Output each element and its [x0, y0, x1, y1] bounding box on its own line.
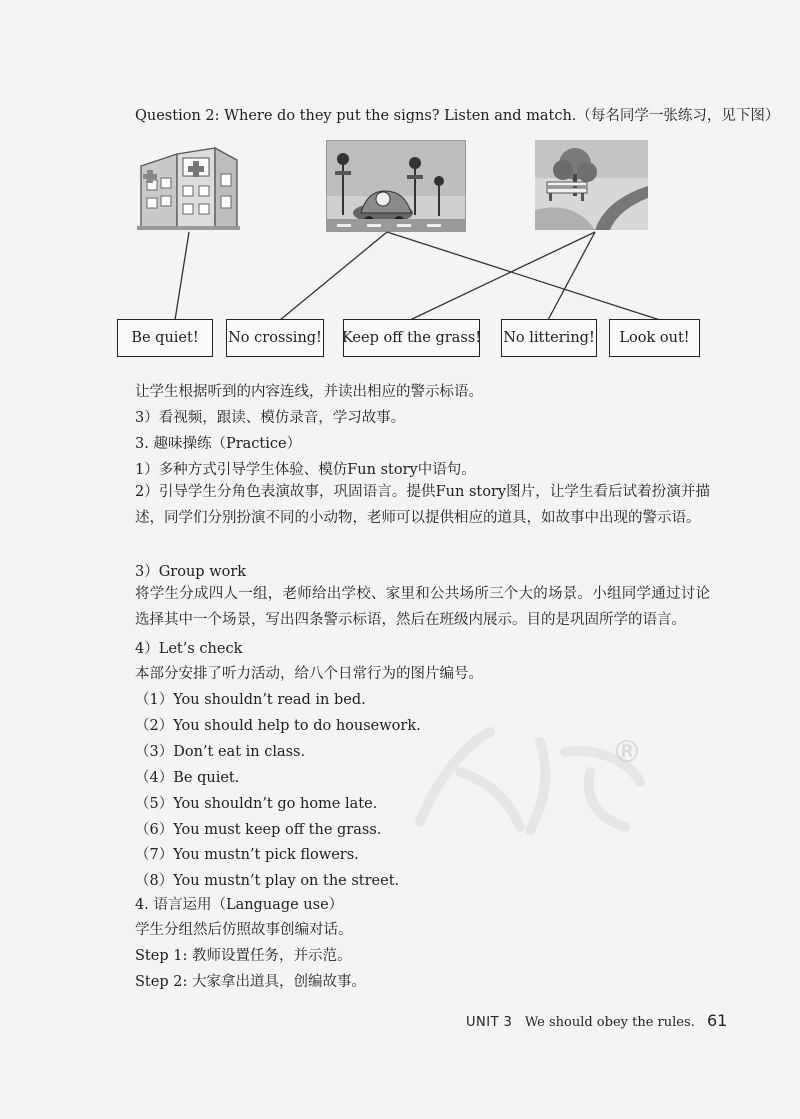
list-item: （3）Don’t eat in class.	[135, 744, 306, 760]
question-heading: Question 2: Where do they put the signs? Listen and match.（每名同学一张练习，见下图）	[135, 108, 780, 124]
sign-no-crossing: No crossing!	[226, 319, 324, 357]
text-line: 本部分安排了听力活动，给八个日常行为的图片编号。	[135, 666, 483, 682]
list-item: （4）Be quiet.	[135, 770, 240, 786]
paragraph: 2）引导学生分角色表演故事，巩固语言。提供Fun story图片，让学生看后试着扮演并描述，同学们分别扮演不同的小动物，老师可以提供相应的道具，如故事中出现的警示语。	[135, 484, 710, 526]
list-item: （5）You shouldn’t go home late.	[135, 796, 378, 812]
section-heading: 3. 趣味操练（Practice）	[135, 436, 302, 452]
text-line: 1）多种方式引导学生体验、模仿Fun story中语句。	[135, 462, 476, 478]
sign-no-littering: No littering!	[501, 319, 597, 357]
text-line: Step 1: 教师设置任务，并示范。	[135, 948, 352, 964]
sign-look-out: Look out!	[609, 319, 700, 357]
publisher-watermark-icon	[400, 712, 660, 842]
sign-keep-off-grass: Keep off the grass!	[343, 319, 480, 357]
section-heading: 4. 语言运用（Language use）	[135, 897, 344, 913]
footer-unit: UNIT 3	[466, 1015, 513, 1030]
paragraph: 将学生分成四人一组，老师给出学校、家里和公共场所三个大的场景。小组同学通过讨论选择其中一个场景，写出四条警示标语，然后在班级内展示。目的是巩固所学的语言。	[135, 586, 710, 628]
page-number: 61	[706, 1011, 728, 1030]
text-line: 让学生根据听到的内容连线，并读出相应的警示标语。	[135, 384, 483, 400]
text-line: Step 2: 大家拿出道具，创编故事。	[135, 974, 366, 990]
subsection-heading: 4）Let’s check	[135, 641, 243, 657]
list-item: （1）You shouldn’t read in bed.	[135, 692, 366, 708]
list-item: （2）You should help to do housework.	[135, 718, 421, 734]
text-line: 3）看视频，跟读、模仿录音，学习故事。	[135, 410, 406, 426]
list-item: （8）You mustn’t play on the street.	[135, 873, 400, 889]
footer-title: We should obey the rules.	[524, 1015, 695, 1030]
registered-mark: ®	[612, 735, 642, 770]
sign-be-quiet: Be quiet!	[117, 319, 213, 357]
text-line: 学生分组然后仿照故事创编对话。	[135, 922, 353, 938]
page-footer	[466, 1011, 727, 1030]
subsection-heading: 3）Group work	[135, 564, 247, 580]
list-item: （6）You must keep off the grass.	[135, 822, 382, 838]
list-item: （7）You mustn’t pick flowers.	[135, 847, 359, 863]
